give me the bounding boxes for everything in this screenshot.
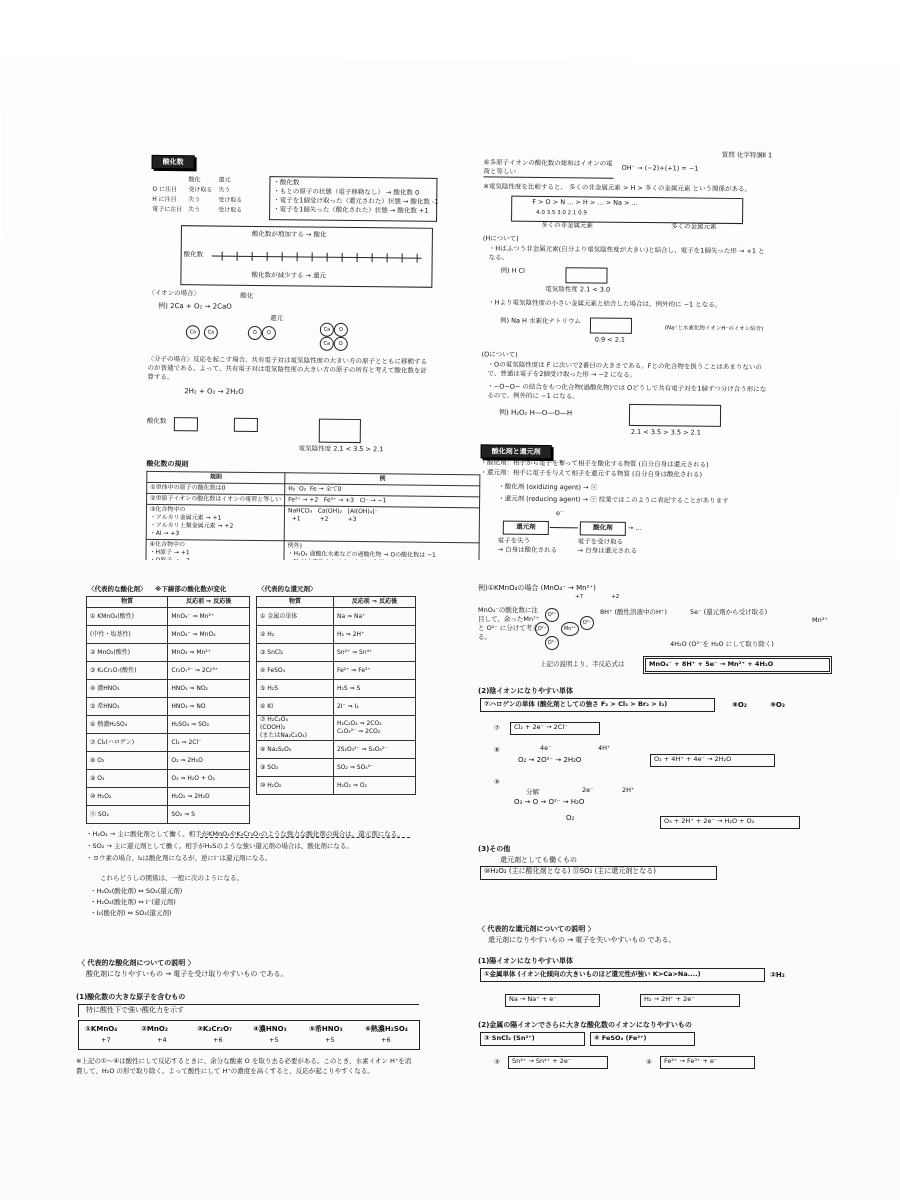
o-ion-icon: O	[334, 323, 348, 337]
reducer-substance-cell: ⑦ H₂C₂O₄ (COOH)₂ (またはNa₂C₂O₄)	[257, 716, 334, 741]
oxidizer-substance-cell: ⑨ O₃	[87, 770, 168, 788]
rules-rule-cell: ②単原子イオンの酸化数はイオンの電荷と等しい	[147, 493, 285, 505]
oxred-notation-1: ・酸化剤 (oxidizing agent) → ⓞ	[498, 482, 598, 492]
strong-oxidizer-oxnum: +5	[325, 1036, 335, 1044]
oxidizer-substance-cell: ⑥ 熱濃H₂SO₄	[87, 716, 168, 734]
oxidizer-row	[87, 788, 250, 806]
reducer-row	[257, 698, 416, 716]
scale-tick	[267, 252, 268, 261]
scale-tick	[327, 253, 328, 262]
oxidizer-substance-cell: (中性・塩基性)	[87, 626, 168, 644]
feso4-box: ④ FeSO₄ (Fe²⁺)	[590, 1032, 695, 1046]
reducer-row	[257, 626, 416, 644]
sncl2-box: ③ SnCl₂ (Sn²⁺)	[480, 1032, 585, 1046]
oxred-def-2: ・還元剤：相手に電子を与えて相手を還元する物質 (自分自身は酸化される)	[480, 468, 703, 479]
legend-cell: 失う	[188, 196, 201, 204]
reducer-reaction-cell: SO₂ ⇒ SO₄²⁻	[333, 759, 415, 777]
reducer-header-cell: 物質	[257, 597, 334, 608]
oxidizer-row	[87, 626, 250, 644]
oxidizer-reaction-cell: MnO₄⁻ ⇒ MnO₂	[168, 626, 250, 644]
rule6-example: OH⁻ → (−2)+(+1) = −1	[621, 163, 699, 173]
anion-title: (2)陰イオンになりやすい単体	[478, 687, 574, 695]
half-equation-box: MnO₄⁻ + 8H⁺ + 5e⁻ → Mn²⁺ + 4H₂O	[645, 658, 830, 672]
flow-oxidizer-sub: 電子を受け取る → 自身は還元される	[577, 537, 638, 555]
en-scale: F > O > N ... > H > ... > Na > ...	[532, 197, 638, 207]
strong-oxidizer: ④濃HNO₃	[253, 1025, 287, 1033]
kmno4-h2o: 4H₂O (O²⁻を H₂O にして取り除く)	[670, 640, 774, 648]
oxidizer-row	[87, 770, 250, 788]
o-atom-icon: O	[248, 326, 262, 340]
legend-cell: H に注目	[152, 195, 177, 204]
oxidizer-reaction-cell: Cl₂ ⇒ 2Cl⁻	[168, 734, 250, 752]
oxidizer-substance-cell: ② MnO₂(酸性)	[87, 644, 168, 662]
h2o-structure	[319, 419, 361, 443]
o-atom-icon: O	[262, 326, 276, 340]
oxidizer-row	[87, 644, 250, 662]
en-nonmetal-label: 多くの非金属元素	[540, 220, 594, 230]
flow-arrow	[550, 527, 578, 528]
oxidizer-reaction-cell: H₂SO₄ ⇒ SO₂	[168, 716, 250, 734]
strong-oxidizer: ⑤希HNO₃	[309, 1025, 343, 1033]
oxidizer-reaction-cell: MnO₄⁻ ⇒ Mn²⁺	[168, 608, 250, 626]
legend-cell	[149, 175, 185, 185]
scale-top-label: 酸化数が増加する → 酸化	[251, 229, 327, 239]
oxidizer-reaction-cell: HNO₃ ⇒ NO₂	[168, 680, 250, 698]
reducer-reaction-cell: Sn²⁺ ⇒ Sn⁴⁺	[333, 644, 415, 662]
legend-cell: 受け取る	[218, 206, 243, 214]
en-scale-box	[511, 196, 743, 224]
rules-rule-cell: ①単体中の原子の酸化数は0	[147, 482, 285, 494]
h2o2-structure	[629, 404, 721, 427]
scale-tick	[282, 252, 283, 261]
oxred-notation-2: ・還元剤 (reducing agent) → ⓡ 授業ではこのように表記することがあります	[498, 494, 729, 505]
ion-red-label: 還元	[269, 314, 284, 323]
fe-equation-box: Fe²⁺ → Fe³⁺ + e⁻	[660, 1056, 755, 1069]
strong-oxidizer-oxnum: +6	[381, 1036, 391, 1044]
kmno4-e: 5e⁻ (還元剤から受け取る)	[690, 608, 768, 616]
oxidizer-row	[87, 698, 250, 716]
circle-8: ⑧	[494, 746, 500, 754]
ox-expl-title: 〈 代表的な酸化剤についての説明 〉	[78, 959, 195, 967]
oxnum-box-line: ・酸化数	[273, 178, 300, 187]
kmno4-title: 例)①KMnO₄の場合 (MnO₄⁻ → Mn²⁺)	[478, 584, 596, 592]
oxidizer-row	[87, 680, 250, 698]
reducer-substance-cell: ⑨ SO₂	[257, 759, 334, 777]
o3-line: O₃ → O → O²⁻ → H₂O	[514, 798, 585, 806]
other-items-box: ⑩H₂O₂ (主に酸化剤となる) ⑪SO₂ (主に還元剤となる)	[480, 866, 717, 880]
oxidizer-row	[87, 806, 250, 824]
o3-equation-box: O₃ + 2H⁺ + 2e⁻ → H₂O + O₂	[660, 816, 800, 829]
o2-h: 4H⁺	[598, 744, 611, 752]
strong-oxidizer: ①KMnO₄	[85, 1025, 118, 1033]
oxidizer-substance-cell: ⑤ 希HNO₃	[87, 698, 168, 716]
oxnum-box-line: ・電子を1個受け取った（還元された）状態 → 酸化数 -1	[273, 196, 439, 206]
hcl-structure	[565, 267, 607, 283]
o2-ion-icon: O²⁻	[580, 616, 594, 630]
oxidizer-note: ・H₂O₂ → 主に酸化剤として働く。相手がKMnO₄やK₂Cr₂O₇のような強力な酸化剤の場合は、還元剤になる。	[86, 830, 404, 838]
reducer-row	[257, 759, 416, 777]
oxnum-box-line: ・電子を1個失った（酸化された）状態 → 酸化数 +1	[273, 205, 429, 215]
scale-bottom-label: 酸化数が減少する → 還元	[251, 270, 327, 280]
ion-equation: 例) 2Ca + O₂ → 2CaO	[158, 301, 232, 311]
legend-cell: 酸化	[188, 176, 201, 184]
oxidizer-header-cell: 物質	[87, 597, 168, 608]
strong-oxidizer: ②MnO₂	[141, 1025, 168, 1033]
oxidizer-row	[87, 752, 250, 770]
oxidizer-reaction-cell: Cr₂O₇²⁻ ⇒ 2Cr³⁺	[168, 662, 250, 680]
strong-oxidizer-oxnum: +6	[213, 1036, 223, 1044]
reducer-substance-cell: ⑧ Na₂S₂O₃	[257, 741, 334, 759]
rule6-text: ⑥多原子イオンの酸化数の総和はイオンの電荷と等しい	[483, 158, 613, 178]
oxred-title: 酸化剤と還元剤	[481, 444, 552, 459]
rules-rule-cell: ④化合物中の ・H原子 → +1	[146, 539, 284, 567]
scale-tick	[387, 253, 388, 262]
scale-tick	[372, 253, 373, 262]
scale-axis	[212, 256, 422, 259]
oxidizer-substance-cell: ① KMnO₄(酸性)	[87, 608, 168, 626]
kmno4-h: 8H⁺ (酸性溶液中のH⁺)	[600, 608, 667, 616]
o-en: 2.1 < 3.5 > 3.5 > 2.1	[630, 427, 701, 437]
circle-4: ④	[646, 1058, 652, 1066]
oxidizer-reaction-cell: MnO₂ ⇒ Mn²⁺	[168, 644, 250, 662]
reducer-header-cell: 反応前 ⇒ 反応後	[333, 597, 415, 608]
kmno4-note: MnO₄⁻の酸化数に注目して、余ったMn⁷⁺と O²⁻ に分けて考える。	[478, 606, 540, 641]
o-ion-icon: O	[334, 337, 348, 351]
kmno4-mn: Mn²⁺	[812, 616, 828, 624]
o2-label: ⑧O₂	[732, 701, 747, 709]
o2-ion-icon: O²⁻	[545, 608, 559, 622]
rules-example-cell: H₂ O₂ Fe → 全て0	[285, 484, 480, 497]
scale-tick	[312, 253, 313, 262]
ca-ion-icon: Ca	[320, 323, 334, 337]
scale-tick	[237, 252, 238, 261]
oxred-legend-table	[149, 175, 245, 216]
relations-intro: これらどうしの関係は、一般に次のようになる。	[100, 874, 243, 882]
hydride-note: (Na⁺と水素化物イオンH⁻のイオン結合)	[664, 325, 764, 333]
oxidizer-reaction-cell: HNO₃ ⇒ NO	[168, 698, 250, 716]
scale-tick	[252, 252, 253, 261]
oxidizer-reaction-cell: O₂ ⇒ 2H₂O	[168, 752, 250, 770]
circle-7: ⑦	[494, 724, 500, 732]
strong-oxidizer-oxnum: +5	[269, 1036, 279, 1044]
nah-structure	[590, 317, 632, 333]
rules-rule-cell: ③化合物中の ・アルカリ金属元素 → +1 ・アルカリ土類金属元素 → +2 ・Al → +3	[146, 504, 284, 540]
oxidizer-row	[87, 716, 250, 734]
reducer-reaction-cell: H₂S ⇒ S	[333, 680, 415, 698]
o-example: 例) H₂O₂ H—O—O—H	[498, 408, 573, 418]
rules-header-cell: 例	[285, 473, 480, 486]
oxidizer-reaction-cell: H₂O₂ ⇒ 2H₂O	[168, 788, 250, 806]
oxidizer-substance-cell: ⑧ O₂	[87, 752, 168, 770]
oxidizer-header	[87, 597, 250, 608]
molecule-en-label: 電気陰性度 2.1 < 3.5 > 2.1	[298, 444, 384, 454]
reducer-substance-cell: ④ FeSO₄	[257, 662, 334, 680]
legend-cell: 電子に注目	[152, 205, 183, 214]
halogen-box: ⑦ハロゲンの単体 (酸化剤としての強さ F₂ > Cl₂ > Br₂ > I₂)	[480, 698, 715, 712]
scale-tick	[402, 253, 403, 262]
reducers-title: 〈代表的な還元剤〉	[258, 585, 317, 593]
rules-example-cell: Fe²⁺ → +2 Fe³⁺ → +3 Cl⁻ → −1	[285, 495, 480, 508]
oxred-def-1: ・酸化剤：相手から電子を奪って相手を酸化する物質 (自分自身は還元される)	[480, 458, 709, 469]
oxidizer-row	[87, 662, 250, 680]
cl2-equation-box: Cl₂ + 2e⁻ → 2Cl⁻	[510, 722, 600, 735]
oxidizer-substance-cell: ③ K₂Cr₂O₇(酸性)	[87, 662, 168, 680]
o-note-1: ・Oの電気陰性度は F に次いで2番目の大きさである。Fとの化合物を扱うことはあまりないので、普通は電子を2個受け取った形 → −2 になる。	[487, 360, 762, 379]
ca-atom-icon: Ca	[204, 325, 218, 339]
bottom-sheet	[0, 560, 900, 1200]
relations-list	[90, 886, 182, 919]
reducer-row	[257, 777, 416, 795]
strong-oxidizer-oxnum: +4	[157, 1036, 167, 1044]
en-metal-label: 多くの金属元素	[670, 222, 717, 231]
legend-cell: O に注目	[152, 185, 178, 194]
oxidizer-substance-cell: ⑩ H₂O₂	[87, 788, 168, 806]
flow-dots: → ...	[627, 523, 642, 533]
reducer-row	[257, 662, 416, 680]
relation-item: ・H₂O₂(酸化剤) ⇔ SO₂(還元剤)	[90, 887, 183, 895]
ion-case-label: 〈イオンの場合〉	[148, 288, 201, 298]
oxidizers-table	[86, 596, 250, 824]
oxnum-box-line: ・もとの原子の状態（電子移動なし） → 酸化数 0	[273, 187, 420, 197]
reducer-substance-cell: ② H₂	[257, 626, 334, 644]
scale-left-label: 酸化数	[183, 250, 204, 259]
ion-ox-label: 酸化	[240, 291, 254, 300]
mn7-ion-icon: Mn⁷⁺	[561, 622, 579, 636]
reducer-reaction-cell: Fe²⁺ ⇒ Fe³⁺	[333, 662, 415, 680]
h-note-1: ・Hはふつう非金属元素(自分より電気陰性度が大きい)と結合し、電子を1個失った形 → +1 となる。	[488, 244, 765, 262]
cation-title: (1)陽イオンになりやすい単体	[478, 957, 574, 965]
ox-expl-1: (1)酸化数の大きな原子を含むもの	[76, 993, 186, 1001]
flow-electron: e⁻	[555, 509, 564, 518]
circle-3: ③	[494, 1058, 500, 1066]
flow-oxidizer-box: 酸化剤	[580, 521, 626, 535]
legend-row	[149, 205, 245, 216]
metal-box: ①金属単体 (イオン化傾向の大きいものほど還元性が強い K>Ca>Na....)	[480, 968, 765, 982]
half-intro: 上記の説明より、半反応式は	[540, 660, 625, 668]
legend-cell: 失う	[218, 186, 231, 194]
oxidizer-substance-cell: ⑦ Cl₂(ハロゲン)	[87, 734, 168, 752]
scale-tick	[342, 253, 343, 262]
reducer-row	[257, 608, 416, 626]
reducer-row	[257, 741, 416, 759]
scale-tick	[357, 253, 358, 262]
ox-expl-sub: 酸化剤になりやすいもの → 電子を受け取りやすいもの である。	[86, 970, 288, 978]
oxidizer-reaction-cell: O₃ ⇒ H₂O + O₂	[168, 770, 250, 788]
oxnum-definition-box	[269, 176, 437, 222]
o3-e: 2e⁻	[582, 786, 594, 794]
o2-ion-icon: O²⁻	[545, 636, 559, 650]
oxnum-scale	[180, 225, 433, 288]
molecule-note: 〈分子の場合〉反応を起こす場合、共有電子対は電気陰性度の大きい方の原子とともに移動するのが普通である。よって、共有電子対は電気陰性度の大きい方の原子の所有と考えて酸化数を計算する。	[147, 354, 428, 382]
oxidizer-header-cell: 反応前 ⇒ 反応後	[168, 597, 250, 608]
top-sheet	[0, 55, 900, 584]
ox-footnote: ※上記の①〜④は酸性にして反応するときに、余分な酸素 O を取り去る必要がある。このとき、水素イオン H⁺を消費して、H₂O の形で取り除く。よって酸性にして H⁺の濃度を高くすると、反応が起こりやすくなる。	[76, 1057, 412, 1075]
other-sub: 還元剤としても働くもの	[500, 856, 577, 864]
circle-9: ⑨	[494, 778, 500, 786]
o3-label: ⑨O₃	[770, 701, 785, 709]
reducers-table	[256, 596, 416, 795]
o3-bunkai: 分解	[526, 788, 539, 796]
legend-cell: 受け取る	[218, 196, 243, 204]
flow-reducer-sub: 電子を失う → 自身は酸化される	[497, 536, 558, 555]
en-scale-numbers: 4.0 3.5 3.0 2.1 0.9	[536, 209, 587, 217]
o2-structure	[234, 418, 258, 432]
oxidizer-row	[87, 734, 250, 752]
o2-equation-box: O₂ + 4H⁺ + 4e⁻ → 2H₂O	[650, 754, 775, 767]
h-en-2: 0.9 < 2.1	[594, 335, 626, 344]
oxidizer-substance-cell: ⑪ SO₂	[87, 806, 168, 824]
o-note-2: ・−O−O− の結合をもつ化合物(過酸化物)では Oどうしで共有電子対を1個ずつ分け合う形になるので、例外的に −1 になる。	[487, 382, 767, 401]
strong-oxidizer-oxnum: +7	[101, 1036, 111, 1044]
sn-equation-box: Sn²⁺ → Sn⁴⁺ + 2e⁻	[508, 1056, 608, 1069]
relation-item: ・H₂O₂(酸化剤) ⇔ I⁻(還元剤)	[90, 898, 176, 906]
reducer-substance-cell: ① 金属の単体	[257, 608, 334, 626]
rules-title: 酸化数の規則	[146, 459, 189, 469]
strong-oxidizers-box	[78, 1020, 420, 1050]
h2-structure	[174, 417, 198, 431]
rules-row	[146, 504, 480, 542]
oxnum-title: 酸化数	[152, 155, 195, 169]
ca-ion-icon: Ca	[320, 337, 334, 351]
reducer-row	[257, 716, 416, 741]
oxidizers-subtitle: ※下線部の酸化数が変化	[155, 585, 227, 593]
o3-h: 2H⁺	[622, 786, 635, 794]
scale-tick	[222, 252, 223, 261]
oxidizer-reaction-cell: SO₂ ⇒ S	[168, 806, 250, 824]
red-expl-sub: 還元剤になりやすいもの → 電子を失いやすいもの である。	[488, 936, 676, 944]
h-note-2: ・Hより電気陰性度の小さい金属元素と結合した場合は、例外的に −1 となる。	[488, 298, 722, 309]
oxidizers-title: 〈代表的な酸化剤〉	[88, 585, 147, 593]
ox-expl-1b: 特に酸性下で強い酸化力を示す	[86, 1006, 184, 1014]
oxidizer-substance-cell: ④ 濃HNO₃	[87, 680, 168, 698]
flow-reducer-box: 還元剤	[503, 521, 549, 535]
rules-example-cell: 例外) ・H₂O₂ 過酸化水素などの過酸化物 → Oの酸化数は −1	[284, 541, 479, 570]
reducer-substance-cell: ⑤ H₂S	[257, 680, 334, 698]
h2-equation-box: H₂ → 2H⁺ + 2e⁻	[640, 994, 740, 1007]
oxidizer-note: ・ヨウ素の場合、I₂は酸化剤になるが、逆にI⁻は還元剤になる。	[86, 854, 272, 862]
reducer-reaction-cell: 2I⁻ ⇒ I₂	[333, 698, 415, 716]
h-en-1: 電気陰性度 2.1 < 3.0	[545, 284, 611, 294]
reducer-reaction-cell: Na ⇒ Na⁺	[333, 608, 415, 626]
reducer-substance-cell: ③ SnCl₂	[257, 644, 334, 662]
o-section-title: (Oについて)	[481, 350, 518, 359]
kmno4-oxnums: +7 +2	[575, 594, 620, 600]
reducer-reaction-cell: H₂C₂O₄ ⇒ 2CO₂ C₂O₄²⁻ ⇒ 2CO₂	[333, 716, 415, 741]
strong-oxidizer: ⑥熱濃H₂SO₄	[365, 1025, 408, 1033]
other-title: (3)その他	[478, 845, 511, 853]
page-header-note: 質問 化学特講Ⅱ 1	[721, 150, 773, 160]
o2-line: O₂ → 2O²⁻ → 2H₂O	[518, 756, 582, 764]
o2-e: 4e⁻	[540, 744, 552, 752]
reducer-reaction-cell: H₂ ⇒ 2H⁺	[333, 626, 415, 644]
metal2-title: (2)金属の陽イオンでさらに大きな酸化数のイオンになりやすいもの	[478, 1021, 692, 1029]
molecule-equation: 2H₂ + O₂ → 2H₂O	[184, 387, 244, 396]
legend-cell: 還元	[218, 176, 231, 184]
reducer-substance-cell: ⑥ KI	[257, 698, 334, 716]
red-expl-title: 〈 代表的な還元剤についての説明 〉	[478, 925, 595, 933]
h-section-title: (Hについて)	[482, 234, 519, 243]
rules-header-cell: 規則	[147, 471, 285, 483]
o3-o2: O₂	[566, 814, 575, 822]
strong-oxidizer: ③K₂Cr₂O₇	[197, 1025, 233, 1033]
reducer-row	[257, 680, 416, 698]
ca-atom-icon: Ca	[186, 325, 200, 339]
o2-ion-icon: O²⁻	[535, 622, 549, 636]
reducer-row	[257, 644, 416, 662]
na-equation-box: Na → Na⁺ + e⁻	[505, 994, 600, 1007]
en-order-note: ※電気陰性度を比較すると、 多くの非金属元素 > H > 多くの金属元素 という関係がある。	[483, 182, 752, 194]
h2-label: ②H₂	[770, 971, 785, 979]
reducer-substance-cell: ⑩ H₂O₂	[257, 777, 334, 795]
reducer-header	[257, 597, 416, 608]
oxidizer-row	[87, 608, 250, 626]
rules-example-cell: NaHCO₃ Ca(OH)₂ [Al(OH)₄]⁻ +1 +2 +3	[284, 506, 480, 543]
reducer-reaction-cell: H₂O₂ ⇒ O₂	[333, 777, 415, 795]
reducer-reaction-cell: 2S₂O₃²⁻ ⇒ S₄O₆²⁻	[333, 741, 415, 759]
h-example-1: 例) H Cl	[500, 266, 525, 275]
legend-cell: 失う	[188, 206, 201, 214]
wavy-underline	[200, 832, 410, 838]
scale-tick	[417, 254, 418, 263]
legend-cell: 受け取る	[188, 186, 213, 194]
h-example-2: 例) Na H 水素化ナトリウム	[499, 316, 581, 326]
oxidizer-note: ・SO₂ → 主に還元剤として働く。相手がH₂Sのような強い還元剤の場合は、酸化剤になる。	[86, 842, 353, 850]
relation-item: ・I₂(酸化剤) ⇔ SO₂(還元剤)	[90, 909, 172, 917]
molecule-oxnum-label: 酸化数	[146, 416, 167, 426]
scale-tick	[297, 252, 298, 261]
